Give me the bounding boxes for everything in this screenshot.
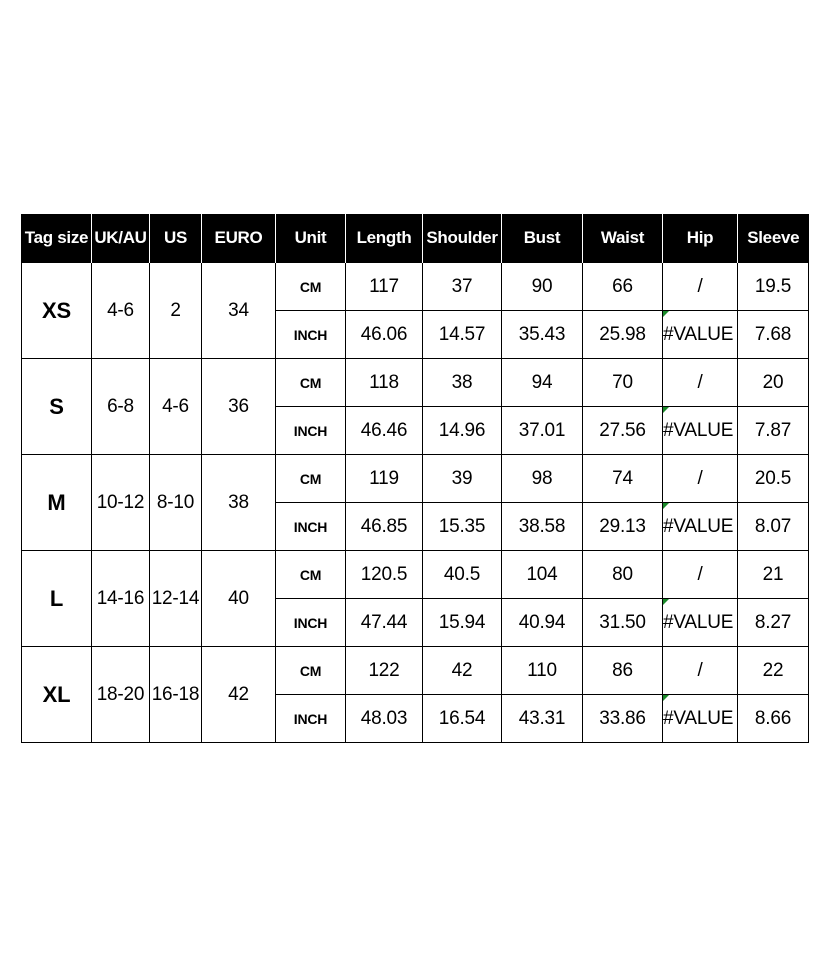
uk-au-cell: 6-8 [92,359,150,455]
hip-error-cell: #VALUE [663,599,738,647]
unit-cell: INCH [276,695,346,743]
unit-cell: INCH [276,503,346,551]
unit-cell: CM [276,263,346,311]
unit-cell: CM [276,359,346,407]
hip-cell: / [663,551,738,599]
length-cell: 119 [346,455,423,503]
euro-cell: 40 [202,551,276,647]
header-hip: Hip [663,214,738,263]
unit-cell: CM [276,647,346,695]
unit-cell: CM [276,551,346,599]
bust-cell: 110 [502,647,583,695]
bust-cell: 38.58 [502,503,583,551]
waist-cell: 66 [583,263,663,311]
waist-cell: 25.98 [583,311,663,359]
shoulder-cell: 37 [423,263,502,311]
euro-cell: 38 [202,455,276,551]
bust-cell: 37.01 [502,407,583,455]
bust-cell: 43.31 [502,695,583,743]
hip-error-cell: #VALUE [663,695,738,743]
waist-cell: 29.13 [583,503,663,551]
uk-au-cell: 10-12 [92,455,150,551]
sleeve-cell: 7.87 [738,407,809,455]
header-shoulder: Shoulder [423,214,502,263]
bust-cell: 35.43 [502,311,583,359]
length-cell: 47.44 [346,599,423,647]
waist-cell: 31.50 [583,599,663,647]
table-row-s-cm [22,359,809,407]
length-cell: 46.06 [346,311,423,359]
uk-au-cell: 14-16 [92,551,150,647]
length-cell: 120.5 [346,551,423,599]
sleeve-cell: 8.27 [738,599,809,647]
us-cell: 16-18 [150,647,202,743]
size-chart-table [21,214,809,743]
euro-cell: 42 [202,647,276,743]
sleeve-cell: 22 [738,647,809,695]
shoulder-cell: 15.94 [423,599,502,647]
hip-error-cell: #VALUE [663,407,738,455]
euro-cell: 36 [202,359,276,455]
bust-cell: 90 [502,263,583,311]
tag-size-cell: L [22,551,92,647]
sleeve-cell: 7.68 [738,311,809,359]
shoulder-cell: 16.54 [423,695,502,743]
shoulder-cell: 15.35 [423,503,502,551]
header-uk-au: UK/AU [92,214,150,263]
tag-size-cell: S [22,359,92,455]
tag-size-cell: XS [22,263,92,359]
shoulder-cell: 38 [423,359,502,407]
length-cell: 46.46 [346,407,423,455]
euro-cell: 34 [202,263,276,359]
sleeve-cell: 19.5 [738,263,809,311]
hip-error-cell: #VALUE [663,311,738,359]
table-row-xs-cm [22,263,809,311]
sleeve-cell: 21 [738,551,809,599]
header-unit: Unit [276,214,346,263]
hip-cell: / [663,455,738,503]
table-row-m-cm [22,455,809,503]
length-cell: 117 [346,263,423,311]
length-cell: 46.85 [346,503,423,551]
tag-size-cell: XL [22,647,92,743]
unit-cell: CM [276,455,346,503]
shoulder-cell: 14.57 [423,311,502,359]
uk-au-cell: 18-20 [92,647,150,743]
hip-cell: / [663,263,738,311]
tag-size-cell: M [22,455,92,551]
header-tag-size: Tag size [22,214,92,263]
us-cell: 8-10 [150,455,202,551]
hip-cell: / [663,359,738,407]
bust-cell: 94 [502,359,583,407]
header-bust: Bust [502,214,583,263]
sleeve-cell: 8.07 [738,503,809,551]
bust-cell: 98 [502,455,583,503]
waist-cell: 70 [583,359,663,407]
unit-cell: INCH [276,311,346,359]
uk-au-cell: 4-6 [92,263,150,359]
us-cell: 4-6 [150,359,202,455]
waist-cell: 74 [583,455,663,503]
unit-cell: INCH [276,407,346,455]
shoulder-cell: 42 [423,647,502,695]
sleeve-cell: 20.5 [738,455,809,503]
waist-cell: 80 [583,551,663,599]
shoulder-cell: 39 [423,455,502,503]
us-cell: 12-14 [150,551,202,647]
header-euro: EURO [202,214,276,263]
unit-cell: INCH [276,599,346,647]
sleeve-cell: 20 [738,359,809,407]
bust-cell: 104 [502,551,583,599]
table-row-l-cm [22,551,809,599]
waist-cell: 86 [583,647,663,695]
waist-cell: 27.56 [583,407,663,455]
table-row-xl-cm [22,647,809,695]
hip-error-cell: #VALUE [663,503,738,551]
length-cell: 122 [346,647,423,695]
length-cell: 118 [346,359,423,407]
shoulder-cell: 14.96 [423,407,502,455]
us-cell: 2 [150,263,202,359]
hip-cell: / [663,647,738,695]
length-cell: 48.03 [346,695,423,743]
header-length: Length [346,214,423,263]
waist-cell: 33.86 [583,695,663,743]
header-row [22,214,809,263]
header-waist: Waist [583,214,663,263]
header-us: US [150,214,202,263]
sleeve-cell: 8.66 [738,695,809,743]
shoulder-cell: 40.5 [423,551,502,599]
header-sleeve: Sleeve [738,214,809,263]
bust-cell: 40.94 [502,599,583,647]
